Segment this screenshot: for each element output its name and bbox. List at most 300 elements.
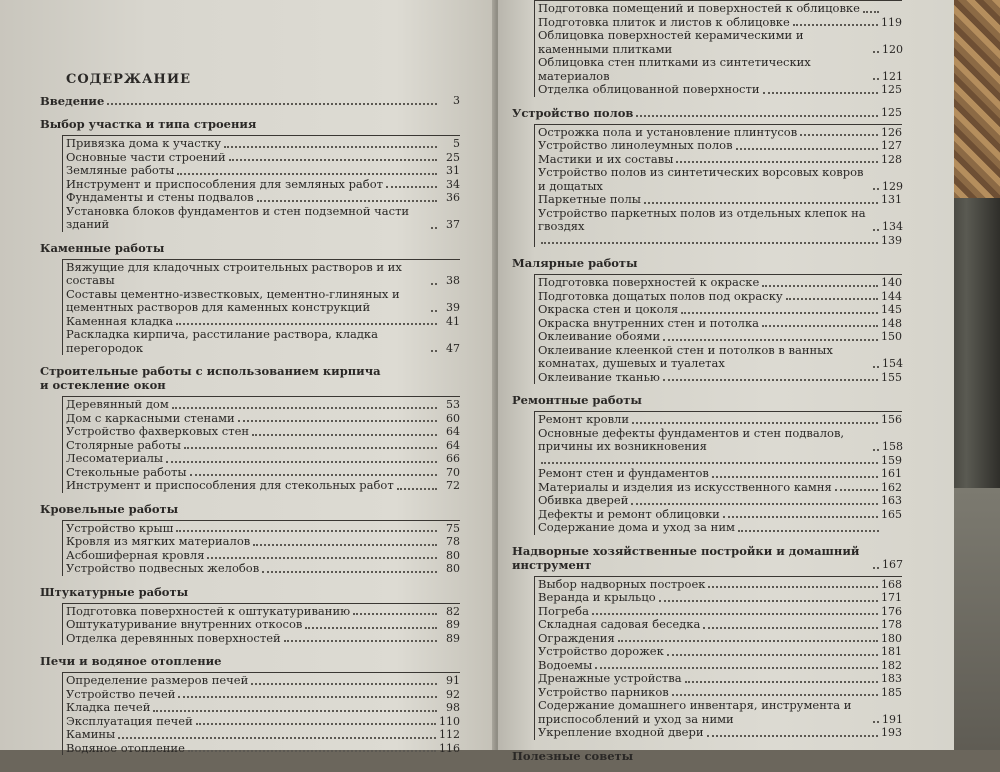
section-heading (40, 654, 460, 668)
toc-entry[interactable] (66, 164, 460, 178)
toc-entry[interactable] (66, 151, 460, 165)
entry-title: Деревянный дом (66, 397, 169, 411)
entry-page-number: 150 (881, 330, 902, 343)
entry-page-number: 110 (439, 714, 460, 728)
entry-page-number: 185 (881, 685, 902, 699)
entry-page-number: 191 (882, 712, 903, 726)
toc-entry[interactable] (66, 674, 460, 688)
toc-entry[interactable] (538, 454, 902, 468)
toc-section (512, 393, 902, 535)
section-heading (40, 502, 460, 516)
toc-entry[interactable] (538, 591, 902, 605)
entry-title: Ограждения (538, 630, 615, 645)
dot-leader (793, 23, 878, 26)
dot-leader (762, 284, 878, 287)
toc-entry[interactable] (538, 645, 902, 659)
entry-title: Дефекты и ремонт облицовки (538, 506, 720, 521)
section-title: Ремонтные работы (512, 393, 642, 407)
dot-leader (592, 612, 878, 615)
entry-page-number: 156 (881, 413, 902, 426)
entry-page-number: 159 (881, 453, 902, 467)
entry-page-number: 121 (881, 69, 903, 83)
toc-right-column (512, 0, 902, 772)
entry-page-number: 168 (881, 577, 902, 591)
entry-page-number: 162 (881, 480, 902, 494)
toc-entry[interactable] (538, 371, 902, 385)
dot-leader (386, 185, 437, 188)
toc-entry[interactable] (538, 317, 902, 331)
dot-leader (667, 653, 878, 656)
entry-title: Обивка дверей (538, 493, 629, 507)
toc-entry[interactable] (66, 742, 460, 756)
toc-section (40, 241, 460, 356)
dot-leader (224, 145, 437, 148)
dot-leader (541, 241, 878, 244)
section-title: Штукатурные работы (40, 584, 189, 599)
dot-leader (178, 695, 437, 698)
entry-page-number: 53 (446, 398, 460, 411)
toc-entry[interactable] (538, 83, 902, 97)
entry-page-number: 89 (446, 631, 460, 645)
dot-leader (284, 639, 437, 642)
entry-title: Содержание дома и уход за ним (538, 520, 735, 534)
dot-leader (431, 349, 437, 352)
toc-entry[interactable] (538, 481, 902, 495)
toc-entry[interactable] (538, 467, 902, 481)
section-heading (512, 749, 902, 763)
toc-section (40, 94, 460, 108)
entry-title: Установка блоков фундаментов и стен подземной части зданий (66, 203, 410, 231)
dot-leader (873, 720, 879, 723)
toc-section (40, 502, 460, 576)
dot-leader (166, 460, 437, 463)
section-heading (512, 106, 902, 120)
entry-title: Веранда и крыльцо (538, 590, 656, 604)
toc-entry-list (62, 259, 460, 356)
toc-entry[interactable] (66, 412, 460, 426)
entry-page-number: 5 (453, 137, 460, 150)
dot-leader (176, 529, 437, 532)
toc-entry-list (62, 603, 460, 646)
dot-leader (238, 419, 437, 422)
dot-leader (738, 529, 879, 532)
section-title: Надворные хозяйственные постройки и домашний инструмент (512, 543, 860, 572)
entry-page-number: 66 (446, 452, 460, 465)
entry-title: Устройство печей (66, 686, 176, 701)
entry-title: Лесоматериалы (66, 451, 164, 465)
toc-entry[interactable] (66, 425, 460, 439)
toc-entry[interactable] (538, 686, 902, 700)
entry-title: Водоемы (538, 657, 593, 672)
dot-leader (153, 709, 437, 712)
dot-leader (663, 338, 878, 341)
section-heading (40, 241, 460, 255)
dot-leader (251, 682, 437, 685)
toc-entry[interactable] (538, 494, 902, 508)
toc-entry[interactable] (66, 728, 460, 742)
dot-leader (676, 160, 878, 163)
entry-title: Окраска внутренних стен и потолка (538, 315, 760, 330)
toc-entry[interactable] (538, 2, 902, 16)
entry-page-number: 78 (446, 535, 460, 548)
section-title: Печи и водяное отопление (40, 654, 222, 668)
entry-page-number: 119 (881, 15, 902, 29)
toc-entry[interactable] (538, 578, 902, 592)
entry-page-number: 155 (881, 370, 902, 384)
section-heading (40, 364, 460, 392)
toc-entry[interactable] (66, 701, 460, 715)
toc-entry[interactable] (538, 330, 902, 344)
section-heading (40, 117, 460, 131)
entry-page-number: 154 (882, 357, 903, 370)
toc-entry[interactable] (538, 672, 902, 686)
section-title: Введение (40, 94, 105, 108)
entry-page-number: 70 (446, 465, 460, 479)
entry-title: Оштукатуривание внутренних откосов (66, 617, 303, 631)
entry-page-number: 38 (446, 274, 460, 287)
entry-title: Составы цементно-известковых, цементно-глиняных и цементных растворов для каменных конструкций (66, 286, 400, 314)
entry-page-number: 91 (446, 674, 460, 687)
toc-entry-list (62, 396, 460, 493)
section-title: Полезные советы (512, 748, 634, 763)
background-carpet (954, 0, 1000, 200)
dot-leader (786, 297, 878, 300)
toc-entry-list (62, 135, 460, 232)
entry-page-number: 140 (881, 276, 902, 289)
entry-title: Устройство подвесных желобов (66, 561, 260, 575)
toc-entry[interactable] (538, 153, 902, 167)
dot-leader (663, 378, 878, 381)
dot-leader (873, 566, 879, 569)
dot-leader (873, 77, 879, 80)
toc-entry[interactable] (538, 605, 902, 619)
toc-entry[interactable] (538, 139, 902, 153)
section-heading (40, 94, 460, 108)
entry-page-number: 181 (881, 645, 902, 658)
toc-section (512, 106, 902, 248)
toc-entry[interactable] (538, 344, 902, 371)
toc-entry[interactable] (538, 16, 902, 30)
entry-page-number: 31 (446, 164, 460, 177)
dot-leader (873, 50, 879, 53)
entry-title: Ремонт кровли (538, 412, 630, 426)
entry-page-number: 148 (881, 316, 902, 330)
entry-title: Эксплуатация печей (66, 713, 193, 728)
dot-leader (835, 488, 878, 491)
toc-entry[interactable] (538, 234, 902, 248)
entry-page-number: 158 (882, 440, 903, 453)
toc-entry[interactable] (538, 632, 902, 646)
entry-title: Складная садовая беседка (538, 617, 701, 631)
toc-entry[interactable] (66, 191, 460, 205)
entry-page-number: 178 (881, 618, 902, 631)
toc-entry[interactable] (538, 126, 902, 140)
entry-page-number: 80 (446, 548, 460, 562)
toc-entry[interactable] (538, 29, 902, 56)
background-surface (954, 488, 1000, 750)
entry-page-number: 75 (446, 521, 460, 535)
dot-leader (176, 322, 437, 325)
section-page-number: 125 (881, 105, 902, 119)
entry-page-number: 182 (881, 658, 902, 672)
toc-entry-list (534, 411, 902, 535)
entry-page-number: 64 (446, 438, 460, 452)
left-page (0, 0, 496, 755)
entry-title: Оклеивание клеенкой стен и потолков в ванных комнатах, душевых и туалетах (538, 342, 833, 370)
toc-entry-list (534, 124, 902, 248)
right-page (498, 0, 954, 763)
toc-entry[interactable] (66, 315, 460, 329)
section-heading (512, 256, 902, 270)
dot-leader (800, 133, 878, 136)
toc-entry[interactable] (538, 290, 902, 304)
dot-leader (763, 91, 879, 94)
entry-title: Устройство парников (538, 684, 669, 699)
toc-section (512, 544, 902, 740)
section-heading (512, 393, 902, 407)
toc-entry[interactable] (66, 605, 460, 619)
entry-title: Определение размеров печей (66, 673, 249, 687)
entry-page-number: 161 (881, 467, 902, 480)
toc-entry[interactable] (66, 562, 460, 576)
entry-page-number: 144 (881, 289, 902, 303)
toc-entry[interactable] (66, 549, 460, 563)
section-title: Устройство полов (512, 105, 634, 120)
entry-title: Устройство фахверковых стен (66, 424, 250, 438)
entry-page-number: 145 (881, 303, 902, 316)
toc-entry[interactable] (538, 427, 902, 454)
dot-leader (681, 311, 878, 314)
dot-leader (708, 585, 878, 588)
section-title: Кровельные работы (40, 501, 179, 516)
dot-leader (618, 639, 878, 642)
toc-entry[interactable] (538, 193, 902, 207)
entry-page-number: 127 (881, 139, 902, 152)
entry-page-number: 125 (881, 83, 902, 96)
dot-leader (431, 226, 437, 229)
toc-entry-list (62, 520, 460, 576)
toc-entry[interactable] (538, 207, 902, 234)
dot-leader (659, 599, 878, 602)
dot-leader (762, 324, 878, 327)
dot-leader (723, 515, 878, 518)
toc-section (40, 654, 460, 755)
entry-title: Содержание домашнего инвентаря, инструмента и приспособлений и уход за ними (538, 698, 852, 726)
entry-title: Подготовка дощатых полов под окраску (538, 288, 783, 303)
entry-title: Устройство полов из синтетических ворсовых ковров и дощатых (538, 165, 864, 193)
entry-page-number: 131 (881, 193, 902, 206)
dot-leader (631, 502, 878, 505)
dot-leader (229, 158, 437, 161)
entry-title: Оклеивание тканью (538, 369, 660, 384)
toc-entry-list (534, 576, 902, 740)
entry-page-number: 25 (446, 150, 460, 164)
dot-leader (873, 448, 879, 451)
entry-title: Дренажные устройства (538, 671, 682, 685)
entry-title: Инструмент и приспособления для земляных работ (66, 176, 384, 191)
toc-entry[interactable] (538, 166, 902, 193)
toc-entry[interactable] (538, 521, 902, 535)
entry-title: Земляные работы (66, 163, 175, 177)
entry-title: Водяное отопление (66, 740, 185, 755)
entry-title: Отделка облицованной поверхности (538, 82, 760, 96)
toc-section (512, 0, 902, 97)
toc-entry[interactable] (66, 715, 460, 729)
toc-entry[interactable] (66, 522, 460, 536)
entry-page-number: 139 (881, 233, 902, 247)
entry-title: Острожка пола и установление плинтусов (538, 124, 798, 139)
entry-title: Каменная кладка (66, 313, 174, 328)
entry-page-number: 89 (446, 618, 460, 631)
entry-title: Устройство линолеумных полов (538, 138, 733, 152)
toc-entry[interactable] (66, 632, 460, 646)
entry-title: Кладка печей (66, 700, 151, 714)
dot-leader (863, 10, 879, 13)
entry-title: Привязка дома к участку (66, 136, 222, 150)
toc-entry[interactable] (66, 439, 460, 453)
section-title: Малярные работы (512, 256, 638, 270)
toc-entry[interactable] (66, 466, 460, 480)
entry-page-number: 163 (881, 494, 902, 507)
section-heading (512, 544, 902, 572)
dot-leader (107, 102, 437, 105)
toc-entry[interactable] (538, 699, 902, 726)
entry-page-number: 116 (439, 741, 460, 755)
entry-page-number: 120 (882, 42, 903, 56)
toc-entry[interactable] (538, 303, 902, 317)
toc-section (512, 256, 902, 384)
entry-title: Подготовка помещений и поверхностей к облицовке (538, 1, 860, 15)
toc-entry[interactable] (538, 276, 902, 290)
section-heading (40, 585, 460, 599)
entry-page-number: 176 (881, 604, 902, 618)
dot-leader (252, 433, 437, 436)
toc-left-column (40, 94, 460, 764)
toc-entry[interactable] (538, 56, 902, 83)
entry-title: Основные дефекты фундаментов и стен подвалов, причины их возникновения (538, 425, 845, 453)
dot-leader (541, 461, 878, 464)
dot-leader (184, 446, 437, 449)
entry-title: Облицовка стен плитками из синтетических материалов (538, 55, 811, 83)
entry-page-number: 80 (446, 562, 460, 575)
toc-entry[interactable] (66, 137, 460, 151)
toc-entry[interactable] (66, 178, 460, 192)
toc-entry[interactable] (66, 535, 460, 549)
toc-entry-list (62, 672, 460, 755)
section-title: Строительные работы с использованием кирпича и остекление окон (40, 364, 381, 392)
entry-title: Устройство паркетных полов из отдельных клепок на гвоздях (538, 205, 866, 233)
section-page-number: 167 (882, 557, 903, 571)
entry-page-number: 34 (446, 177, 460, 191)
entry-page-number: 126 (881, 125, 902, 139)
dot-leader (685, 680, 878, 683)
toc-entry[interactable] (66, 328, 460, 355)
dot-leader (190, 473, 437, 476)
entry-title: Стекольные работы (66, 464, 187, 479)
toc-entry[interactable] (538, 659, 902, 673)
toc-section (512, 749, 902, 763)
entry-title: Раскладка кирпича, расстилание раствора, кладка перегородок (66, 327, 378, 355)
entry-page-number: 60 (446, 411, 460, 425)
entry-page-number: 37 (446, 218, 460, 231)
toc-section (40, 585, 460, 646)
toc-entry[interactable] (66, 479, 460, 493)
entry-title: Камины (66, 727, 116, 741)
entry-page-number: 165 (881, 507, 902, 521)
dot-leader (431, 309, 437, 312)
toc-entry[interactable] (538, 508, 902, 522)
dot-leader (397, 487, 437, 490)
toc-entry[interactable] (66, 688, 460, 702)
toc-entry[interactable] (66, 205, 460, 232)
section-title: Каменные работы (40, 240, 165, 255)
entry-title: Столярные работы (66, 437, 181, 452)
dot-leader (207, 556, 437, 559)
dot-leader (873, 228, 879, 231)
toc-entry[interactable] (538, 618, 902, 632)
entry-page-number: 171 (881, 591, 902, 604)
entry-title: Основные части строений (66, 149, 226, 164)
entry-page-number: 92 (446, 687, 460, 701)
toc-entry[interactable] (538, 726, 902, 740)
section-page-number: 3 (453, 94, 460, 107)
toc-title: СОДЕРЖАНИЕ (66, 72, 192, 87)
dot-leader (672, 693, 878, 696)
entry-title: Ремонт стен и фундаментов (538, 466, 709, 480)
entry-title: Подготовка плиток и листов к облицовке (538, 14, 790, 29)
entry-page-number: 82 (446, 604, 460, 618)
dot-leader (253, 543, 437, 546)
toc-entry[interactable] (538, 413, 902, 427)
entry-page-number: 72 (446, 479, 460, 492)
toc-entry[interactable] (66, 398, 460, 412)
entry-title: Устройство дорожек (538, 644, 664, 658)
entry-page-number: 47 (446, 341, 460, 355)
entry-page-number: 64 (446, 425, 460, 438)
toc-entry[interactable] (66, 618, 460, 632)
dot-leader (707, 734, 879, 737)
dot-leader (305, 626, 437, 629)
entry-page-number: 134 (882, 220, 903, 233)
dot-leader (262, 570, 437, 573)
dot-leader (703, 626, 878, 629)
dot-leader (196, 722, 436, 725)
dot-leader (353, 612, 437, 615)
dot-leader (873, 365, 879, 368)
toc-entry[interactable] (66, 288, 460, 315)
entry-title: Укрепление входной двери (538, 725, 704, 739)
toc-entry[interactable] (66, 452, 460, 466)
entry-title: Погреба (538, 603, 589, 618)
entry-title: Выбор надворных построек (538, 576, 706, 591)
entry-title: Паркетные полы (538, 192, 641, 206)
dot-leader (172, 406, 437, 409)
entry-title: Устройство крыш (66, 520, 174, 535)
dot-leader (636, 114, 878, 117)
entry-page-number: 39 (446, 301, 460, 314)
entry-title: Отделка деревянных поверхностей (66, 630, 281, 645)
dot-leader (644, 201, 878, 204)
dot-leader (118, 736, 436, 739)
entry-title: Облицовка поверхностей керамическими и каменными плитками (538, 28, 804, 56)
dot-leader (712, 475, 878, 478)
toc-entry[interactable] (66, 261, 460, 288)
dot-leader (257, 199, 437, 202)
entry-title: Подготовка поверхностей к оштукатуриванию (66, 603, 351, 618)
dot-leader (736, 147, 878, 150)
dot-leader (873, 187, 879, 190)
dot-leader (632, 421, 878, 424)
